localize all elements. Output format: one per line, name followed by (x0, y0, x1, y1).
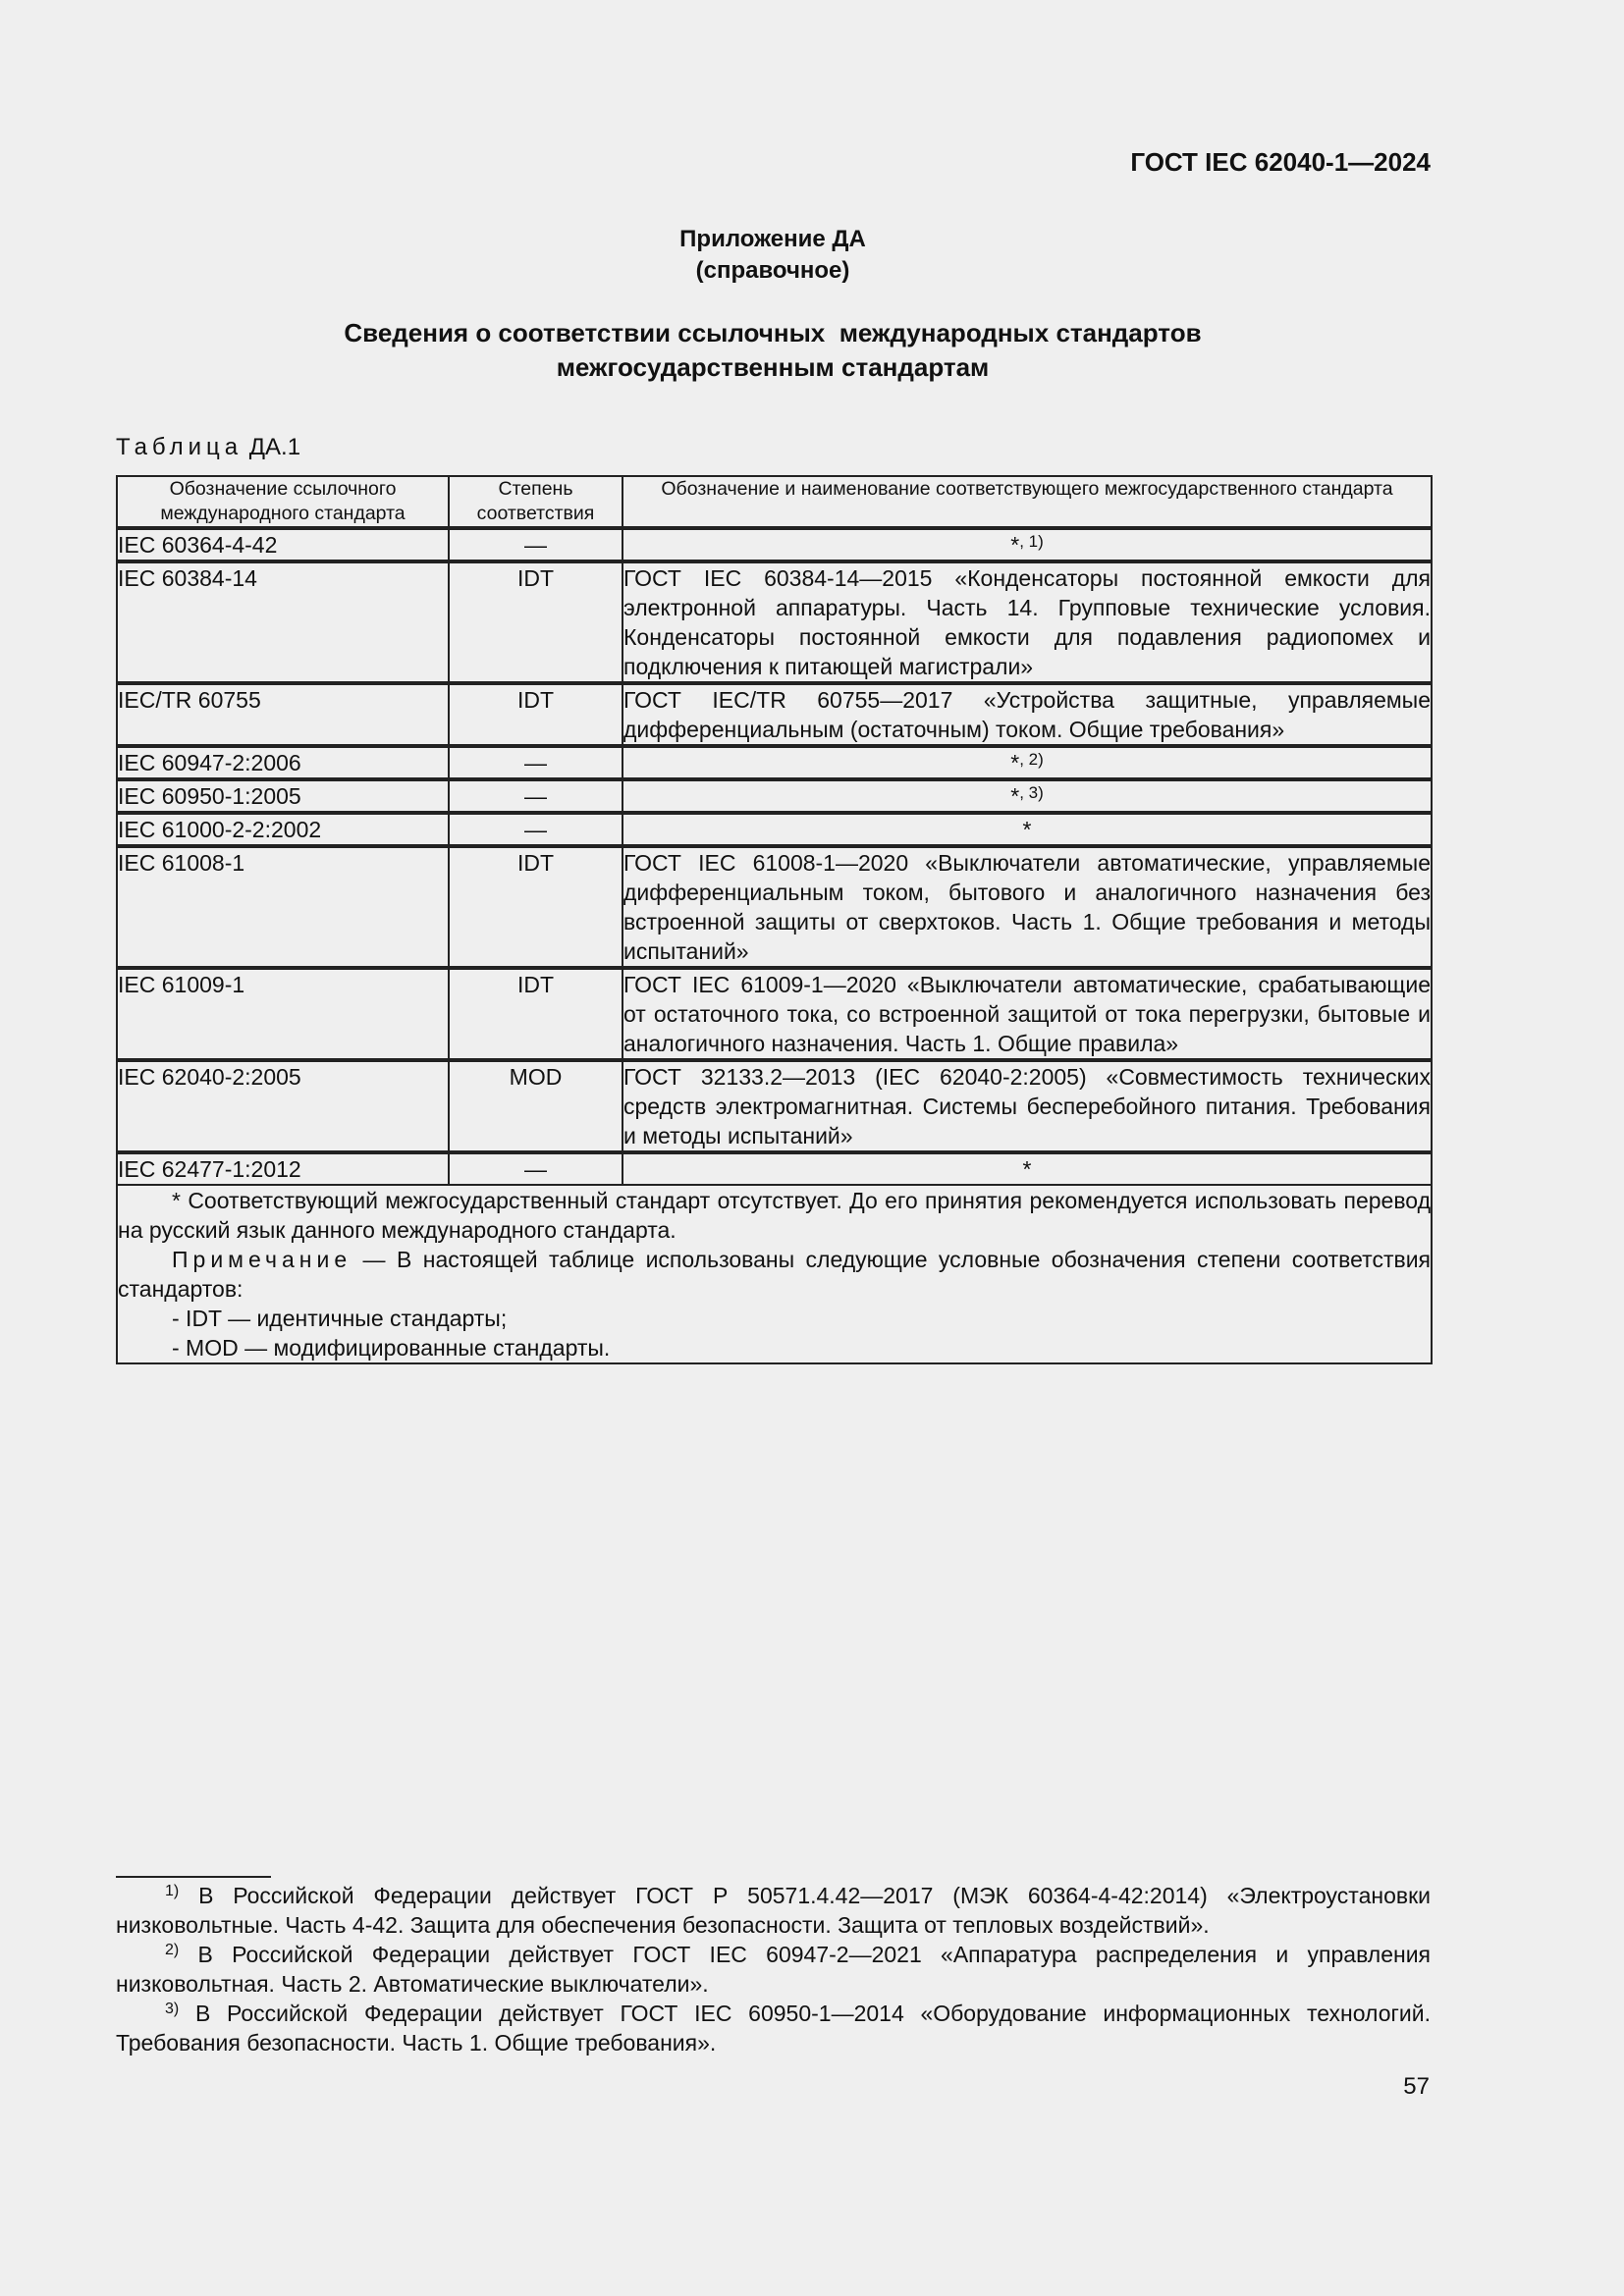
column-header-reference: Обозначение ссылочного международного стандарта (117, 476, 449, 528)
column-header-degree: Степень соответствия (449, 476, 623, 528)
section-title-line-2: межгосударственным стандартам (556, 352, 990, 382)
table-row (117, 779, 1432, 813)
table-footer-row (117, 1185, 1432, 1363)
national-standard-cell: ГОСТ IEC 61008-1—2020 «Выключатели автоматические, управляемые дифференциальным током, бытового и аналогичного назначения без встроенной защиты от сверхтоков. Часть 1. Общие требования и методы испытаний» (623, 846, 1432, 968)
table-row (117, 746, 1432, 779)
footnote-mark: 1) (165, 1883, 180, 1899)
degree-cell: — (449, 1152, 623, 1185)
national-standard-cell: ГОСТ IEC 60384-14—2015 «Конденсаторы постоянной емкости для электронной аппаратуры. Часть 14. Групповые технические условия. Конденсаторы постоянной емкости для подавления радиопомех и подключения к питающей магистрали» (623, 561, 1432, 683)
national-standard-cell (623, 528, 1432, 561)
correspondence-table (116, 475, 1433, 1364)
national-standard-cell (623, 813, 1432, 846)
national-standard-cell (623, 746, 1432, 779)
table-row (117, 968, 1432, 1060)
annex-heading (116, 224, 1430, 287)
degree-cell: IDT (449, 968, 623, 1060)
reference-cell: IEC 61008-1 (117, 846, 449, 968)
star-explanation: * Соответствующий межгосударственный стандарт отсутствует. До его принятия рекомендуется использовать перевод на русский язык данного международного стандарта. (118, 1188, 1431, 1243)
reference-cell: IEC 60384-14 (117, 561, 449, 683)
degree-cell: — (449, 746, 623, 779)
footnote-text: В Российской Федерации действует ГОСТ Р 50571.4.42—2017 (МЭК 60364-4-42:2014) «Электроустановки низковольтные. Часть 4-42. Защита для обеспечения безопасности. Защита от тепловых воздействий». (116, 1883, 1431, 1938)
national-standard-cell (623, 779, 1432, 813)
footnote-1 (116, 1881, 1431, 1940)
table-caption-word: Таблица (116, 434, 244, 460)
footnote-text: В Российской Федерации действует ГОСТ IEC 60950-1—2014 «Оборудование информационных технологий. Требования безопасности. Часть 1. Общие требования». (116, 2001, 1431, 2056)
national-standard-cell: ГОСТ 32133.2—2013 (IEC 62040-2:2005) «Совместимость технических средств электромагнитная. Системы бесперебойного питания. Требования и методы испытаний» (623, 1060, 1432, 1152)
table-row (117, 683, 1432, 746)
footnote-3 (116, 1999, 1431, 2057)
reference-cell: IEC 61000-2-2:2002 (117, 813, 449, 846)
reference-cell: IEC 60364-4-42 (117, 528, 449, 561)
reference-cell: IEC 62040-2:2005 (117, 1060, 449, 1152)
table-row (117, 528, 1432, 561)
section-title-line-1: Сведения о соответствии ссылочных международных стандартов (344, 318, 1202, 347)
table-row (117, 1152, 1432, 1185)
reference-cell: IEC 61009-1 (117, 968, 449, 1060)
column-header-national-standard: Обозначение и наименование соответствующего межгосударственного стандарта (623, 476, 1432, 528)
absent-standard-mark: * (1010, 783, 1020, 809)
degree-cell: IDT (449, 683, 623, 746)
footnote-ref: , 1) (1019, 532, 1044, 551)
document-code: ГОСТ IEC 62040-1—2024 (1130, 147, 1431, 177)
degree-cell: IDT (449, 561, 623, 683)
footnote-ref: , 2) (1019, 750, 1044, 769)
note-label: Примечание (172, 1247, 352, 1272)
reference-cell: IEC/TR 60755 (117, 683, 449, 746)
footnote-mark: 3) (165, 2001, 180, 2017)
table-note (118, 1245, 1431, 1304)
table-row (117, 1060, 1432, 1152)
reference-cell: IEC 62477-1:2012 (117, 1152, 449, 1185)
absent-standard-mark: * (1010, 532, 1020, 558)
footnote-ref: , 3) (1019, 783, 1044, 802)
footnote-text: В Российской Федерации действует ГОСТ IEC 60947-2—2021 «Аппаратура распределения и управления низковольтная. Часть 2. Автоматические выключатели». (116, 1942, 1431, 1997)
degree-cell: IDT (449, 846, 623, 968)
national-standard-cell: ГОСТ IEC 61009-1—2020 «Выключатели автоматические, срабатывающие от остаточного тока, со встроенной защитой от тока перегрузки, бытовые и аналогичного назначения. Часть 1. Общие правила» (623, 968, 1432, 1060)
table-caption-id: ДА.1 (248, 434, 301, 460)
footnotes (116, 1881, 1431, 2057)
national-standard-cell: ГОСТ IEC/TR 60755—2017 «Устройства защитные, управляемые дифференциальным (остаточным) током. Общие требования» (623, 683, 1432, 746)
annex-kind: (справочное) (695, 257, 850, 284)
legend-item-idt: - IDT — идентичные стандарты; (172, 1306, 508, 1331)
absent-standard-mark: * (1022, 1156, 1032, 1182)
table-caption (116, 434, 300, 461)
degree-cell: — (449, 813, 623, 846)
section-title (116, 316, 1430, 385)
table-notes (117, 1185, 1432, 1363)
footnote-mark: 2) (165, 1942, 180, 1958)
table-row (117, 561, 1432, 683)
degree-cell: — (449, 528, 623, 561)
annex-title: Приложение ДА (679, 226, 866, 252)
table-header-row (117, 476, 1432, 528)
legend-item-mod: - MOD — модифицированные стандарты. (172, 1335, 611, 1361)
national-standard-cell (623, 1152, 1432, 1185)
footnote-separator (116, 1876, 271, 1878)
degree-cell: — (449, 779, 623, 813)
table-row (117, 846, 1432, 968)
page-number: 57 (1403, 2073, 1430, 2100)
reference-cell: IEC 60947-2:2006 (117, 746, 449, 779)
reference-cell: IEC 60950-1:2005 (117, 779, 449, 813)
absent-standard-mark: * (1022, 817, 1032, 842)
table-row (117, 813, 1432, 846)
note-text: — В настоящей таблице использованы следующие условные обозначения степени соответствия стандартов: (118, 1247, 1431, 1302)
degree-cell: MOD (449, 1060, 623, 1152)
footnote-2 (116, 1940, 1431, 1999)
absent-standard-mark: * (1010, 750, 1020, 775)
